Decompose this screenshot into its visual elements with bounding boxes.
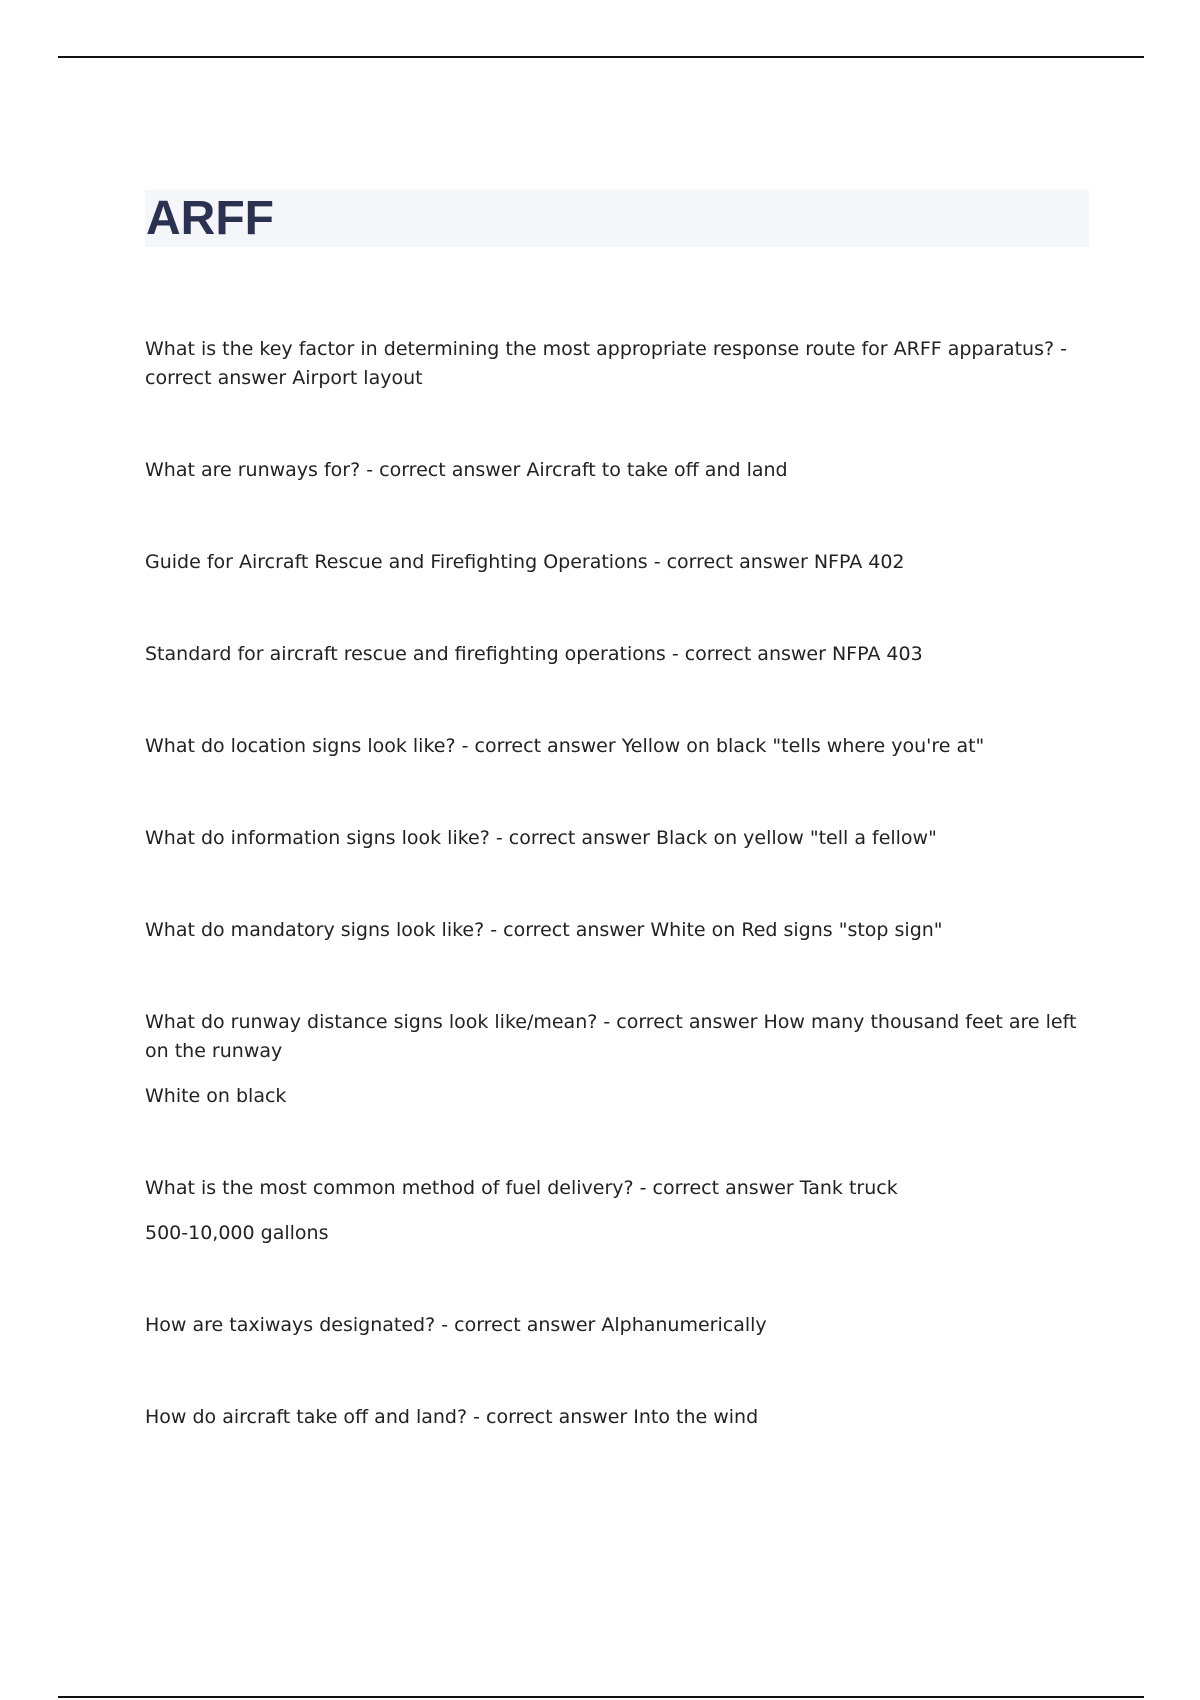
qa-item [145,640,1095,669]
document-title: ARFF [146,192,274,245]
qa-item [145,1311,1095,1340]
qa-item [145,824,1095,853]
qa-item [145,732,1095,761]
qa-item [145,456,1095,485]
qa-text: What is the most common method of fuel delivery? - correct answer Tank truck [145,1177,898,1199]
qa-extra-text: White on black [145,1085,287,1107]
qa-text: Guide for Aircraft Rescue and Firefighting Operations - correct answer NFPA 402 [145,551,905,573]
qa-text: What do location signs look like? - correct answer Yellow on black "tells where you're at" [145,735,985,757]
qa-text: What are runways for? - correct answer Aircraft to take off and land [145,459,788,481]
qa-item [145,335,1095,393]
qa-item [145,916,1095,945]
qa-text: How do aircraft take off and land? - correct answer Into the wind [145,1406,759,1428]
qa-text: What do runway distance signs look like/mean? - correct answer How many thousand feet are left on the runway [145,1011,1077,1062]
qa-text: How are taxiways designated? - correct answer Alphanumerically [145,1314,767,1336]
qa-text: What is the key factor in determining the most appropriate response route for ARFF apparatus? - correct answer Airport layout [145,338,1067,389]
qa-item [145,1174,1095,1248]
title-band [145,190,1089,247]
qa-text: What do information signs look like? - correct answer Black on yellow "tell a fellow" [145,827,937,849]
qa-text: What do mandatory signs look like? - correct answer White on Red signs "stop sign" [145,919,943,941]
qa-text: Standard for aircraft rescue and firefighting operations - correct answer NFPA 403 [145,643,923,665]
qa-item [145,1008,1095,1111]
bottom-rule [58,1696,1144,1698]
qa-item [145,548,1095,577]
qa-extra-text: 500-10,000 gallons [145,1222,329,1244]
qa-list [145,335,1095,1495]
top-rule [58,56,1144,58]
qa-item [145,1403,1095,1432]
